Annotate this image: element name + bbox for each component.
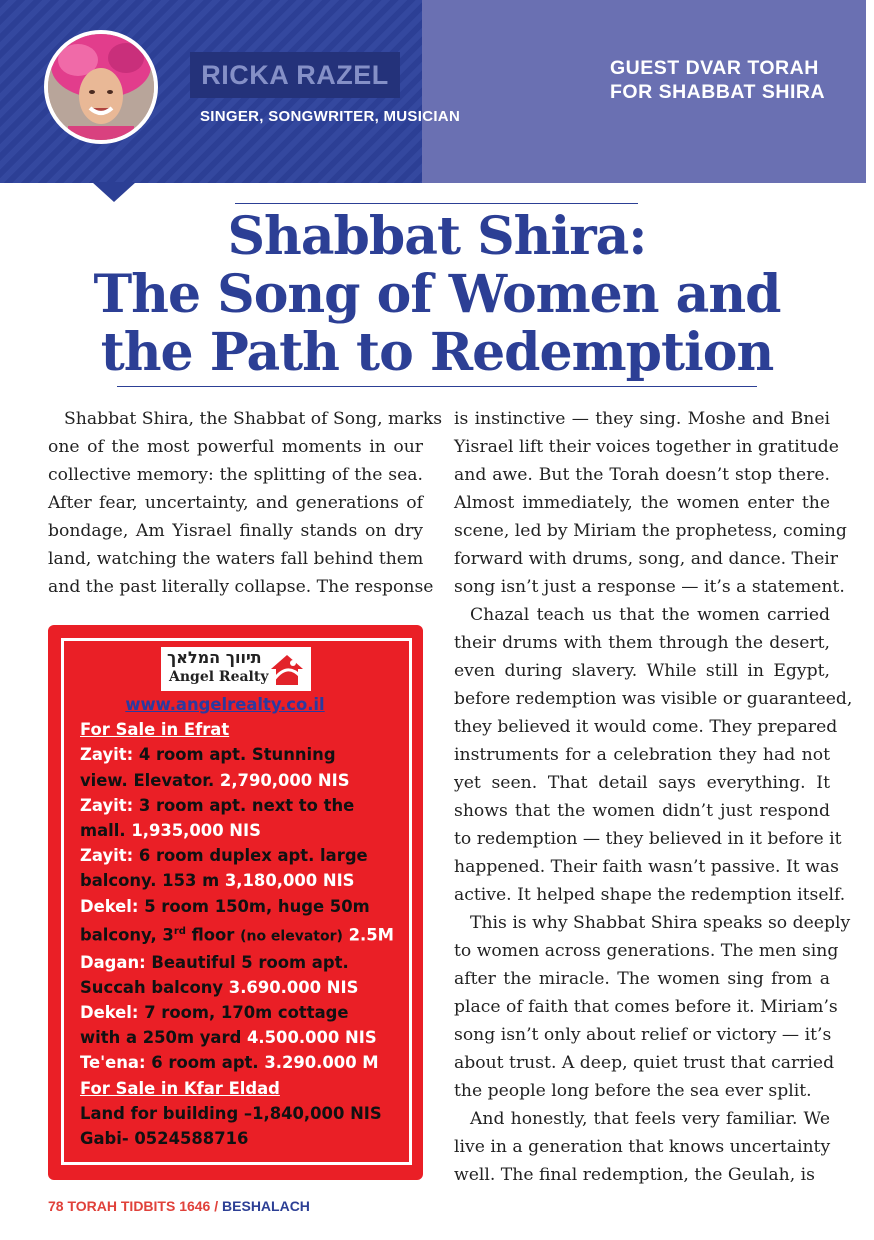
header-pointer: [92, 182, 136, 202]
text-line: forward with drums, song, and dance. Their: [454, 549, 838, 569]
listing-line: balcony, 3rd floor (no elevator) 2.5M: [80, 925, 394, 945]
body-column-right: [454, 405, 853, 1189]
title-line-3: the Path to Redemption: [100, 322, 774, 383]
author-role: SINGER, SONGWRITER, MUSICIAN: [200, 108, 461, 125]
listing-line: Te'ena: 6 room apt. 3.290.000 M: [80, 1053, 379, 1073]
text-line: after the miracle. The women sing from a: [454, 969, 830, 989]
text-line: is instinctive — they sing. Moshe and Bnei: [454, 409, 830, 429]
text-line: song isn’t only about relief or victory — it’s: [454, 1025, 832, 1045]
listing-line: Dekel: 7 room, 170m cottage: [80, 1002, 349, 1022]
listing-line: view. Elevator. 2,790,000 NIS: [80, 770, 350, 790]
text-line: live in a generation that knows uncertainty: [454, 1137, 831, 1157]
text-line: After fear, uncertainty, and generations of: [48, 493, 423, 513]
text-line: scene, led by Miriam the prophetess, coming: [454, 521, 847, 541]
text-line: place of faith that comes before it. Miriam’s: [454, 997, 838, 1017]
text-line: shows that the women didn’t just respond: [454, 801, 830, 821]
ad-listings: [80, 692, 400, 1151]
ad-section-efrat: For Sale in Efrat: [80, 720, 230, 740]
listing-line: Dagan: Beautiful 5 room apt.: [80, 952, 349, 972]
text-line: about trust. A deep, quiet trust that carried: [454, 1053, 835, 1073]
text-line: well. The final redemption, the Geulah, is: [454, 1165, 815, 1185]
title-rule-bottom: [117, 386, 757, 387]
ad-website-link[interactable]: www.angelrealty.co.il: [125, 695, 325, 714]
text-line: Chazal teach us that the women carried: [470, 605, 830, 625]
listing-line: Succah balcony 3.690.000 NIS: [80, 977, 359, 997]
text-line: song isn’t just a response — it’s a statement.: [454, 577, 845, 597]
text-line: their drums with them through the desert,: [454, 633, 830, 653]
text-line: And honestly, that feels very familiar. We: [470, 1109, 830, 1129]
text-line: active. It helped shape the redemption itself.: [454, 885, 846, 905]
text-line: Almost immediately, the women enter the: [454, 493, 830, 513]
listing-line: Dekel: 5 room 150m, huge 50m: [80, 896, 370, 916]
text-line: even during slavery. While still in Egypt,: [454, 661, 830, 681]
text-line: one of the most powerful moments in our: [48, 437, 423, 457]
angel-realty-logo: [161, 647, 311, 691]
logo-hebrew: תיווך המלאך: [167, 648, 262, 667]
page-footer: [48, 1198, 310, 1214]
text-line: collective memory: the splitting of the sea.: [48, 465, 423, 485]
title-line-1: Shabbat Shira:: [227, 206, 647, 267]
text-line: land, watching the waters fall behind them: [48, 549, 424, 569]
house-icon: [267, 651, 307, 689]
kicker-line-2: FOR SHABBAT SHIRA: [610, 81, 826, 103]
text-line: happened. Their faith wasn’t passive. It was: [454, 857, 839, 877]
text-line: instruments for a celebration they had not: [454, 745, 830, 765]
listing-line: mall. 1,935,000 NIS: [80, 821, 261, 841]
listing-line: Land for building –1,840,000 NIS: [80, 1103, 382, 1123]
article-title: [40, 208, 834, 382]
logo-english: Angel Realty: [169, 669, 269, 685]
body-column-left: [48, 405, 443, 601]
text-line: and awe. But the Torah doesn’t stop there.: [454, 465, 830, 485]
author-photo: [44, 30, 158, 144]
text-line: Yisrael lift their voices together in gratitude: [454, 437, 839, 457]
text-line: Shabbat Shira, the Shabbat of Song, marks: [64, 409, 443, 429]
title-line-2: The Song of Women and: [93, 264, 781, 325]
kicker-line-1: GUEST DVAR TORAH: [610, 57, 819, 79]
footer-page-info: 78 TORAH TIDBITS 1646 /: [48, 1198, 219, 1214]
text-line: yet seen. That detail says everything. It: [454, 773, 830, 793]
listing-line: Zayit: 3 room apt. next to the: [80, 795, 355, 815]
text-line: before redemption was visible or guaranteed,: [454, 689, 853, 709]
title-rule-top: [235, 203, 638, 204]
text-line: bondage, Am Yisrael finally stands on dry: [48, 521, 423, 541]
listing-line: with a 250m yard 4.500.000 NIS: [80, 1028, 377, 1048]
author-name: RICKA RAZEL: [190, 52, 400, 98]
listing-line: balcony. 153 m 3,180,000 NIS: [80, 871, 355, 891]
text-line: the people long before the sea ever split.: [454, 1081, 812, 1101]
footer-section: BESHALACH: [218, 1198, 310, 1214]
section-kicker: [570, 56, 870, 104]
ad-contact: Gabi- 0524588716: [80, 1128, 249, 1148]
text-line: and the past literally collapse. The response: [48, 577, 434, 597]
text-line: to redemption — they believed in it before it: [454, 829, 842, 849]
listing-line: Zayit: 6 room duplex apt. large: [80, 846, 368, 866]
ad-section-kfar-eldad: For Sale in Kfar Eldad: [80, 1078, 280, 1098]
listing-line: Zayit: 4 room apt. Stunning: [80, 745, 336, 765]
text-line: This is why Shabbat Shira speaks so deeply: [470, 913, 851, 933]
text-line: they believed it would come. They prepared: [454, 717, 838, 737]
text-line: to women across generations. The men sing: [454, 941, 839, 961]
